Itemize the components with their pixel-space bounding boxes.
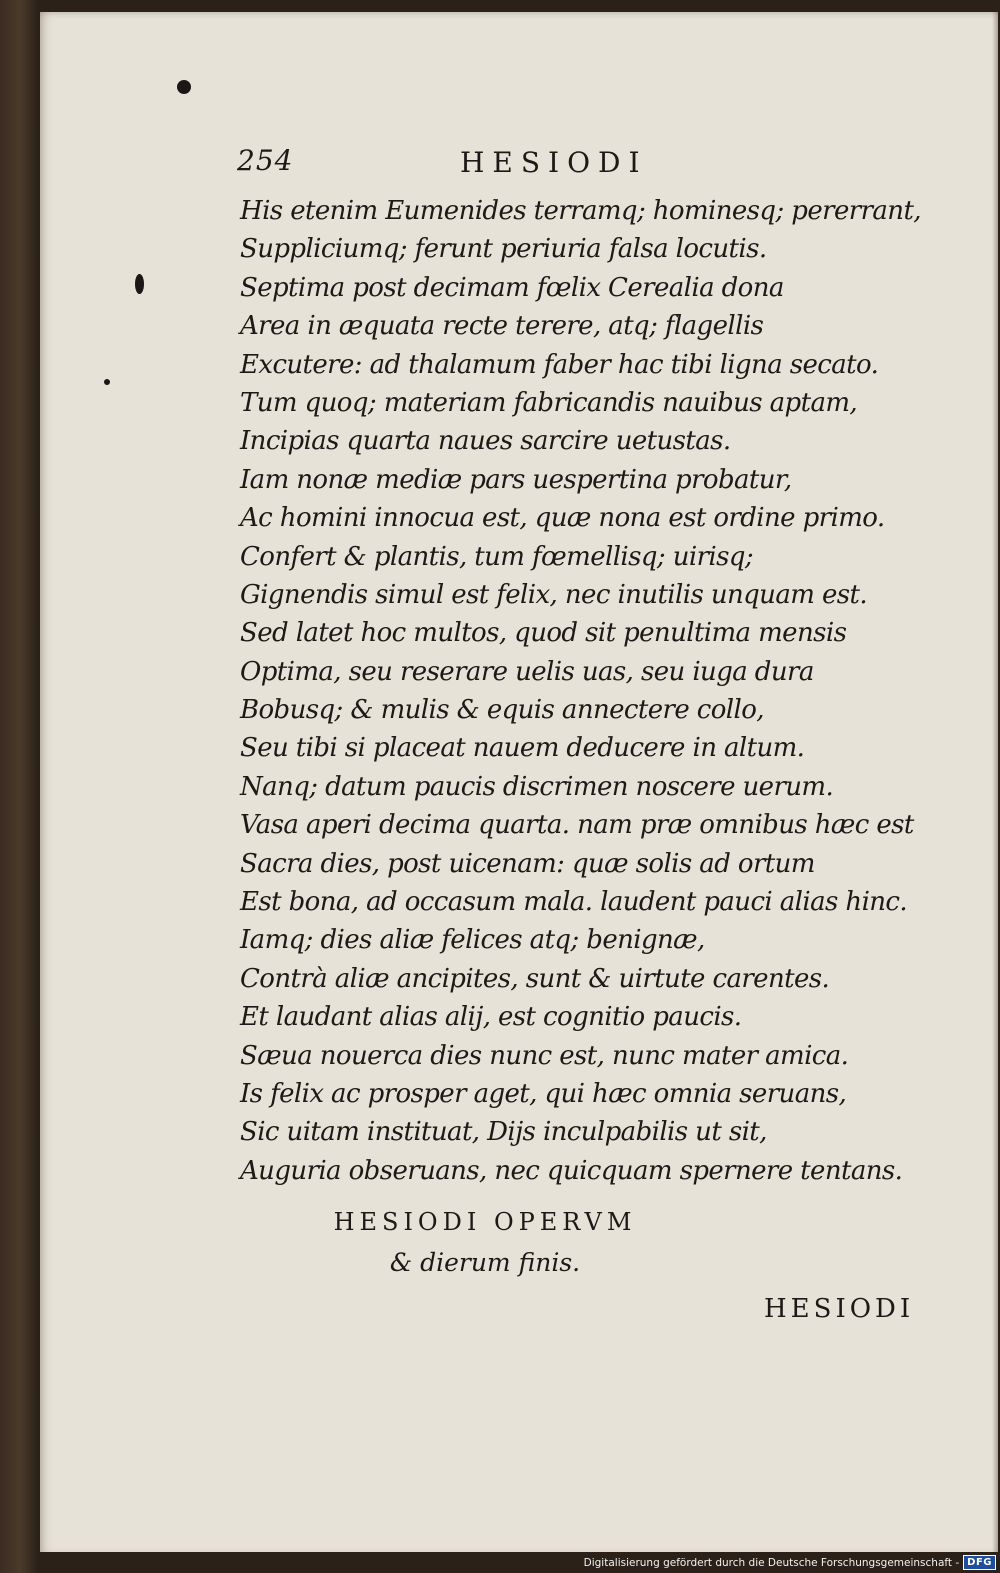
- dfg-logo: DFG: [963, 1555, 996, 1570]
- verse-line: Ac homini innocua est, quæ nona est ordine primo.: [240, 503, 885, 534]
- colophon-subtitle: & dierum finis.: [389, 1248, 581, 1277]
- colophon-title: HESIODI OPERVM: [333, 1208, 637, 1236]
- verse-line: Iam nonæ mediæ pars uespertina probatur,: [240, 464, 792, 495]
- verse-line: Vasa aperi decima quarta. nam præ omnibus hæc est: [240, 810, 914, 841]
- ink-spot: [177, 80, 191, 94]
- page-number: 254: [237, 144, 294, 177]
- verse-line: Sic uitam instituat, Dijs inculpabilis ut sit,: [240, 1117, 767, 1148]
- verse-line: Optima, seu reserare uelis uas, seu iuga dura: [240, 656, 814, 687]
- verse-line: Confert & plantis, tum fœmellisq; uirisq;: [240, 541, 754, 572]
- ink-spot: [135, 274, 144, 294]
- verse-line: Septima post decimam fœlix Cerealia dona: [240, 272, 784, 303]
- catchword: HESIODI: [764, 1294, 915, 1324]
- verse-line: Is felix ac prosper aget, qui hæc omnia seruans,: [240, 1078, 847, 1109]
- verse-line: Est bona, ad occasum mala. laudent pauci alias hinc.: [240, 887, 908, 918]
- verse-line: Sæua nouerca dies nunc est, nunc mater amica.: [240, 1040, 849, 1071]
- verse-line: Auguria obseruans, nec quicquam spernere tentans.: [240, 1155, 903, 1186]
- verse-line: Excutere: ad thalamum faber hac tibi ligna secato.: [240, 349, 879, 380]
- verse-line: Iamq; dies aliæ felices atq; benignæ,: [240, 925, 705, 956]
- verse-line: Contrà aliæ ancipites, sunt & uirtute carentes.: [240, 963, 830, 994]
- verse-line: Tum quoq; materiam fabricandis nauibus aptam,: [240, 387, 858, 418]
- verse-line: His etenim Eumenides terramq; hominesq; pererrant,: [240, 196, 921, 226]
- ink-spot: [104, 379, 110, 385]
- running-head: HESIODI: [460, 146, 648, 179]
- verse-line: Incipias quarta naues sarcire uetustas.: [240, 426, 731, 457]
- verse-line: Suppliciumq; ferunt periuria falsa locutis.: [240, 234, 767, 265]
- verse-line: Sed latet hoc multos, quod sit penultima mensis: [240, 618, 847, 649]
- verse-line: Sacra dies, post uicenam: quæ solis ad ortum: [240, 848, 815, 879]
- credit-text: Digitalisierung gefördert durch die Deutsche Forschungsgemeinschaft -: [583, 1556, 960, 1569]
- verse-block: [240, 192, 921, 1190]
- verse-line: Nanq; datum paucis discrimen noscere uerum.: [240, 771, 834, 802]
- page-edge: [992, 12, 998, 1552]
- verse-line: Bobusq; & mulis & equis annectere collo,: [240, 695, 764, 726]
- verse-line: Area in æquata recte terere, atq; flagellis: [240, 311, 764, 342]
- page-header: [40, 144, 998, 188]
- digitization-credit: [584, 1554, 996, 1571]
- book-page: [40, 12, 998, 1552]
- verse-line: Seu tibi si placeat nauem deducere in altum.: [240, 733, 805, 764]
- verse-line: Et laudant alias alij, est cognitio paucis.: [240, 1002, 742, 1033]
- verse-line: Gignendis simul est felix, nec inutilis unquam est.: [240, 579, 867, 610]
